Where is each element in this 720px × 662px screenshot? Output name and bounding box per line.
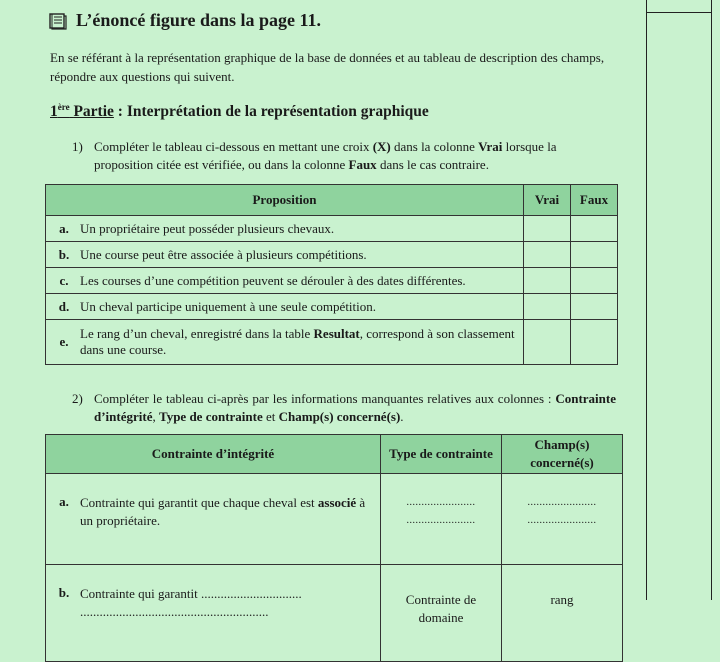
proposition-cell: Un cheval participe uniquement à une seule compétition. (76, 294, 524, 320)
margin-frame-line (647, 12, 711, 13)
row-letter: a. (46, 474, 77, 565)
book-icon (48, 12, 68, 30)
faux-checkbox-cell[interactable] (571, 242, 618, 268)
table-row (46, 268, 618, 294)
question-1-text: Compléter le tableau ci-dessous en mettant une croix (X) dans la colonne Vrai lorsque la proposition citée est vérifiée, ou dans la colonne Faux dans le cas contraire. (94, 139, 557, 172)
type-cell: Contrainte de domaine (381, 565, 502, 662)
type-answer-cell[interactable]: ....................... ....................... (381, 474, 502, 565)
constraint-cell: Contrainte qui garantit que chaque cheval est associé à un propriétaire. (76, 474, 381, 565)
table-row (46, 320, 618, 365)
part-subtitle: : Interprétation de la représentation graphique (113, 103, 429, 121)
faux-checkbox-cell[interactable] (571, 268, 618, 294)
proposition-cell: Une course peut être associée à plusieurs compétitions. (76, 242, 524, 268)
fields-cell: rang (502, 565, 623, 662)
table-row (46, 474, 623, 565)
constraint-header: Contrainte d’intégrité (46, 435, 381, 474)
part-label (50, 103, 114, 120)
part-superscript: ère (57, 102, 70, 112)
question-1-number: 1) (72, 139, 83, 154)
vrai-checkbox-cell[interactable] (524, 268, 571, 294)
vrai-checkbox-cell[interactable] (524, 216, 571, 242)
vrai-checkbox-cell[interactable] (524, 294, 571, 320)
proposition-cell: Un propriétaire peut posséder plusieurs chevaux. (76, 216, 524, 242)
row-letter: b. (46, 565, 77, 662)
faux-header: Faux (571, 185, 618, 216)
table-row (46, 565, 623, 662)
fields-header: Champ(s) concerné(s) (502, 435, 623, 474)
row-letter: d. (46, 294, 77, 320)
proposition-cell: Les courses d’une compétition peuvent se dérouler à des dates différentes. (76, 268, 524, 294)
constraints-table (45, 434, 623, 662)
part-word: Partie (73, 103, 114, 121)
vrai-header: Vrai (524, 185, 571, 216)
table-row (46, 294, 618, 320)
row-letter: e. (46, 320, 77, 365)
table-header-row (46, 185, 618, 216)
table-row (46, 216, 618, 242)
proposition-cell: Le rang d’un cheval, enregistré dans la table Resultat, correspond à son classement dans une course. (76, 320, 524, 365)
table-header-row (46, 435, 623, 474)
question-2-number: 2) (72, 391, 83, 406)
faux-checkbox-cell[interactable] (571, 294, 618, 320)
type-header: Type de contrainte (381, 435, 502, 474)
vrai-checkbox-cell[interactable] (524, 320, 571, 365)
row-letter: a. (46, 216, 77, 242)
table-row (46, 242, 618, 268)
question-1 (72, 138, 616, 174)
true-false-table (45, 184, 618, 365)
page-heading-text: L’énoncé figure dans la page 11. (76, 10, 322, 30)
proposition-header: Proposition (46, 185, 524, 216)
row-letter: b. (46, 242, 77, 268)
faux-checkbox-cell[interactable] (571, 216, 618, 242)
fields-answer-cell[interactable]: ....................... ....................... (502, 474, 623, 565)
vrai-checkbox-cell[interactable] (524, 242, 571, 268)
page-heading (48, 10, 321, 31)
intro-paragraph: En se référant à la représentation graphique de la base de données et au tableau de description des champs, répondre aux questions qui suivent. (50, 50, 605, 84)
part-title (50, 102, 429, 121)
row-letter: c. (46, 268, 77, 294)
margin-frame (646, 0, 712, 600)
question-2 (72, 390, 616, 426)
part-number: 1 (50, 103, 58, 121)
constraint-cell[interactable]: Contrainte qui garantit ............................... .......................................................... (76, 565, 381, 662)
faux-checkbox-cell[interactable] (571, 320, 618, 365)
question-2-text: Compléter le tableau ci-après par les informations manquantes relatives aux colonnes : Contrainte d’intégrité, Type de contrainte et Champ(s) concerné(s). (94, 391, 616, 424)
